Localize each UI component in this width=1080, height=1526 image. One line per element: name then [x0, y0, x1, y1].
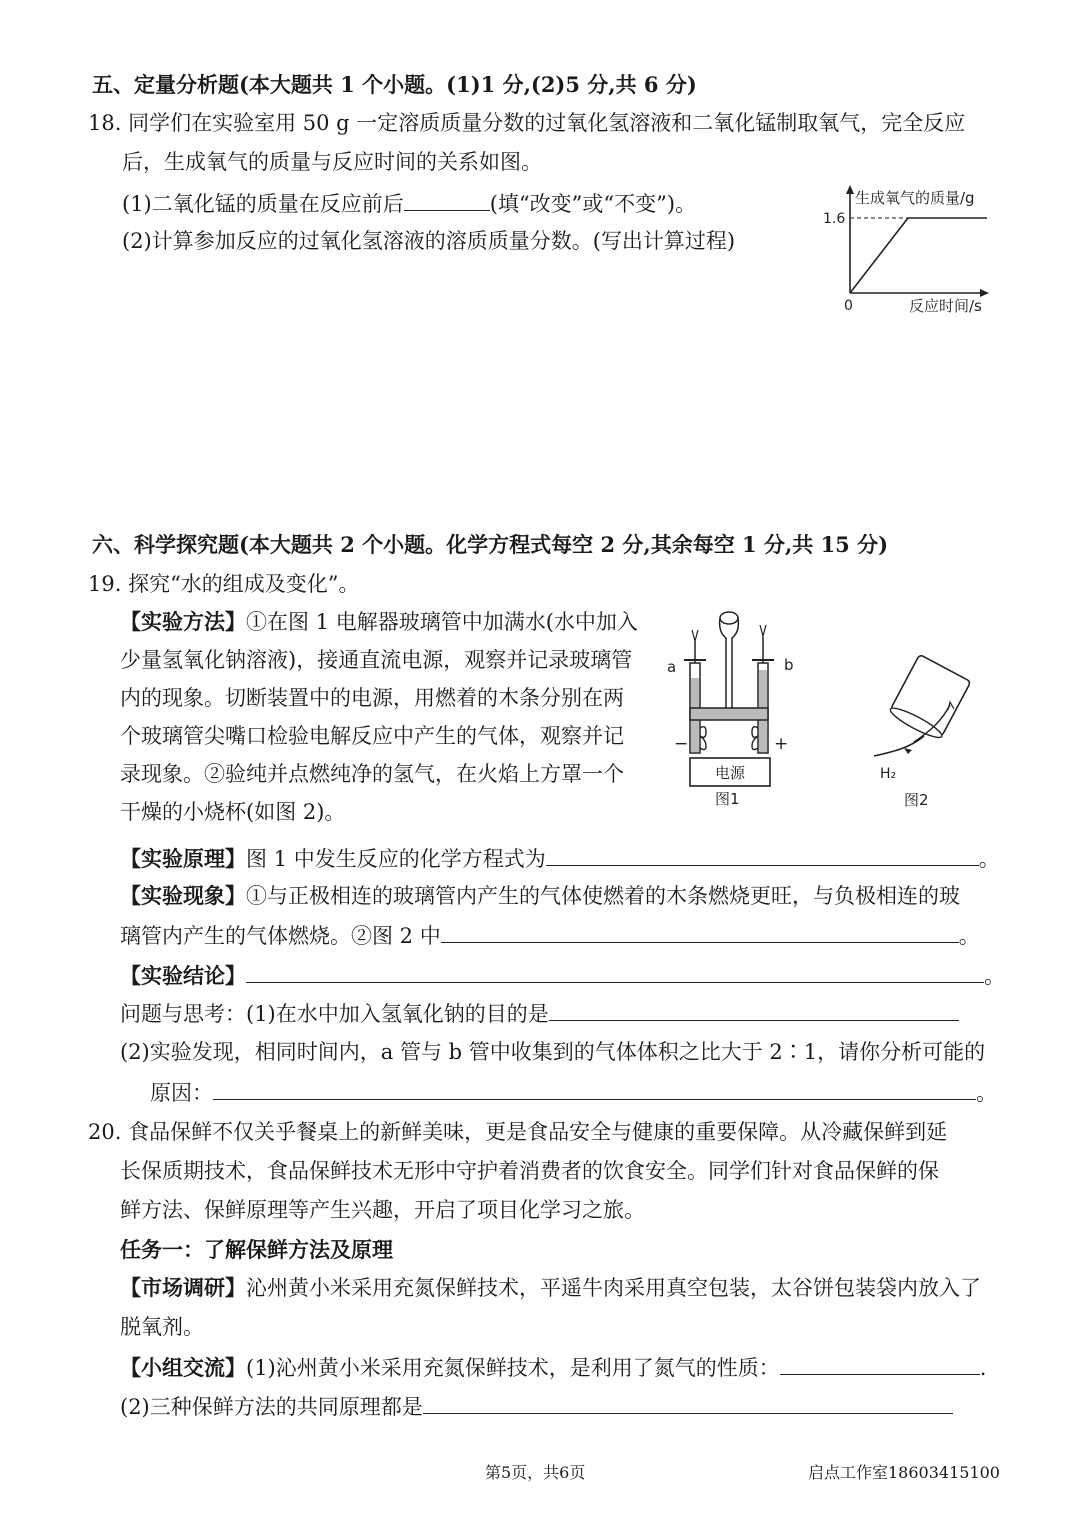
- think2-answer-blank[interactable]: [213, 1077, 976, 1100]
- q18-sub1-answer-blank[interactable]: [404, 188, 490, 211]
- figure2-beaker: [862, 650, 982, 810]
- q19-conclusion: 【实验结论】 。: [120, 960, 1005, 991]
- y-axis-arrow: [846, 185, 854, 194]
- studio-contact: 启点工作室18603415100: [808, 1463, 1000, 1482]
- y-tick-label: 1.6: [823, 211, 846, 227]
- label-b: b: [784, 656, 794, 674]
- q18-stem-line2: 后，生成氧气的质量与反应时间的关系如图。: [122, 150, 542, 174]
- conclusion-label: 【实验结论】: [120, 963, 246, 988]
- principle-answer-blank[interactable]: [546, 843, 979, 866]
- gas-tube: [874, 736, 924, 756]
- phenomenon-label: 【实验现象】: [120, 883, 246, 908]
- q18-sub1-text: (1)二氧化锰的质量在反应前后: [122, 192, 404, 216]
- center-tube: [720, 618, 739, 708]
- q19-method-line4: 个玻璃管尖嘴口检验电解反应中产生的气体，观察并记: [120, 724, 624, 748]
- q20-survey-line2: 脱氧剂。: [120, 1315, 204, 1339]
- power-label: 电源: [715, 764, 746, 782]
- q19-phenomenon-line1: [120, 881, 960, 911]
- coil-right: [752, 727, 758, 750]
- q20-survey-line1: 【市场调研】沁州黄小米采用充氮保鲜技术，平遥牛肉采用真空包装，太谷饼包装袋内放入了: [120, 1275, 981, 1300]
- principle-text: 图 1 中发生反应的化学方程式为: [246, 847, 546, 871]
- y-axis-label: 生成氧气的质量/g: [855, 189, 975, 207]
- q20-stem-line2: 长保质期技术，食品保鲜技术无形中守护着消费者的饮食安全。同学们针对食品保鲜的保: [120, 1159, 939, 1183]
- plus-sign: +: [774, 734, 789, 754]
- x-axis-arrow: [980, 289, 989, 297]
- q19-think1: 问题与思考：(1)在水中加入氢氧化钠的目的是: [120, 998, 959, 1029]
- q20-group-line1: 【小组交流】(1)沁州黄小米采用充氮保鲜技术，是利用了氮气的性质： .: [120, 1352, 986, 1383]
- q19-phenomenon-line2: 璃管内产生的气体燃烧。②图 2 中 。: [120, 920, 980, 951]
- q19-think2: (2)实验发现，相同时间内，a 管与 b 管中收集到的气体体积之比大于 2∶1，请你分析可能的: [120, 1040, 986, 1064]
- conclusion-answer-blank[interactable]: [246, 960, 984, 983]
- q19-method-line2: 少量氢氧化钠溶液)，接通直流电源，观察并记录玻璃管: [120, 648, 633, 672]
- x-axis-label: 反应时间/s: [909, 297, 982, 315]
- phenomenon-answer-blank[interactable]: [441, 920, 959, 943]
- q18-stem-line1: 18. 同学们在实验室用 50 g 一定溶质质量分数的过氧化氢溶液和二氧化锰制取氧气，完全反应: [88, 111, 966, 135]
- origin-label: 0: [844, 298, 853, 314]
- q19-method-line6: 干燥的小烧杯(如图 2)。: [120, 800, 346, 824]
- method-text: ①在图 1 电解器玻璃管中加满水(水中加入: [246, 610, 638, 634]
- group1-answer-blank[interactable]: [780, 1352, 980, 1375]
- q20-group-line2: (2)三种保鲜方法的共同原理都是: [120, 1391, 953, 1422]
- q19-title: 19. 探究“水的组成及变化”。: [88, 572, 360, 596]
- minus-sign: −: [674, 734, 689, 754]
- q20-stem-line1: 20. 食品保鲜不仅关乎餐桌上的新鲜美味，更是食品安全与健康的重要保障。从冷藏保鲜到延: [88, 1120, 948, 1144]
- o2-rising-line: [850, 218, 908, 293]
- think1-answer-blank[interactable]: [549, 998, 959, 1021]
- reservoir-bulb: [720, 612, 738, 624]
- q19-think3: 原因： 。: [150, 1077, 997, 1108]
- label-a: a: [667, 658, 677, 676]
- q20-task1: 任务一：了解保鲜方法及原理: [120, 1237, 393, 1262]
- q19-method-line5: 录现象。②验纯并点燃纯净的氢气，在火焰上方罩一个: [120, 762, 624, 786]
- figure2-caption: 图2: [904, 791, 929, 809]
- section5-heading: 五、定量分析题(本大题共 1 个小题。(1)1 分,(2)5 分,共 6 分): [92, 72, 697, 97]
- group2-answer-blank[interactable]: [423, 1391, 953, 1414]
- survey-label: 【市场调研】: [120, 1275, 246, 1300]
- group-label: 【小组交流】: [120, 1355, 246, 1380]
- q19-method-line1: [120, 607, 638, 637]
- method-label: 【实验方法】: [120, 609, 246, 634]
- q19-method-line3: 内的现象。切断装置中的电源，用燃着的木条分别在两: [120, 686, 624, 710]
- q19-principle: 【实验原理】图 1 中发生反应的化学方程式为 。: [120, 843, 1000, 874]
- figure1-electrolyzer: [660, 608, 810, 808]
- section6-heading: 六、科学探究题(本大题共 2 个小题。化学方程式每空 2 分,其余每空 1 分,共 15 分): [92, 532, 889, 557]
- q18-sub1: [122, 188, 696, 219]
- figure1-caption: 图1: [715, 790, 740, 808]
- h2-label: H₂: [880, 766, 897, 782]
- principle-label: 【实验原理】: [120, 846, 246, 871]
- q18-sub2: (2)计算参加反应的过氧化氢溶液的溶质质量分数。(写出计算过程): [122, 229, 736, 253]
- coil-left: [700, 727, 706, 750]
- q18-sub1-hint: (填“改变”或“不变”)。: [489, 192, 697, 216]
- q20-stem-line3: 鲜方法、保鲜原理等产生兴趣，开启了项目化学习之旅。: [120, 1198, 645, 1222]
- q18-graph: [815, 183, 995, 318]
- bottom-connector: [690, 708, 768, 720]
- page-number: 第5页，共6页: [485, 1463, 586, 1482]
- phenomenon-text: ①与正极相连的玻璃管内产生的气体使燃着的木条燃烧更旺，与负极相连的玻: [246, 884, 960, 908]
